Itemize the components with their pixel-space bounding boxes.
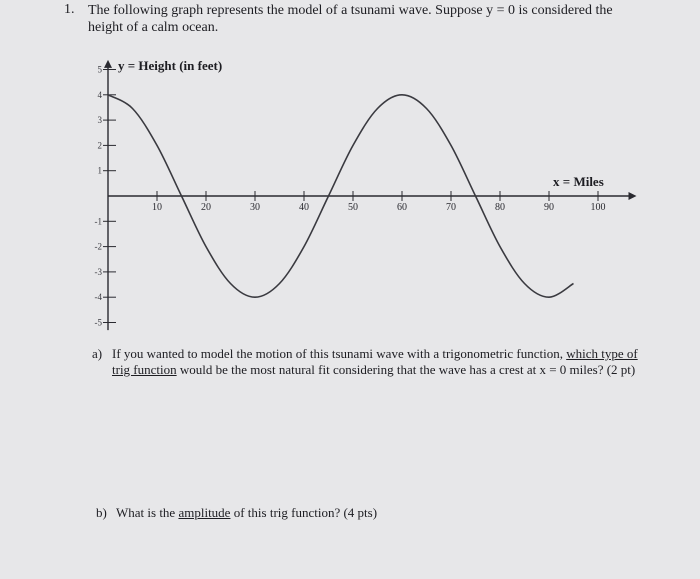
x-tick-label: 10 <box>152 202 162 213</box>
y-tick-label: -3 <box>94 266 102 277</box>
y-tick-label: 4 <box>97 89 102 100</box>
part-a-text-start: If you wanted to model the motion of this tsunami wave with a trigonometric function, <box>112 346 567 361</box>
part-a-label: a) <box>92 346 103 361</box>
x-tick-label: 20 <box>201 202 211 213</box>
question-text: The following graph represents the model of a tsunami wave. Suppose y = 0 is considered the height of a calm ocean. <box>88 3 613 35</box>
y-axis-label: y = Height (in feet) <box>118 57 223 73</box>
x-tick-label: 70 <box>446 202 456 213</box>
y-tick-label: -1 <box>94 216 102 227</box>
x-tick-label: 100 <box>590 202 606 213</box>
part-b-underlined-text: amplitude <box>178 505 231 520</box>
y-tick-label: 2 <box>97 140 102 151</box>
y-tick-label: -2 <box>94 241 102 252</box>
y-tick-label: 5 <box>97 64 102 75</box>
x-tick-label: 60 <box>397 202 407 213</box>
x-tick-label: 80 <box>495 202 505 213</box>
part-a-text-end: would be the most natural fit considering that the wave has a crest at x = 0 miles? (2 pt) <box>176 362 636 377</box>
x-tick-label: 40 <box>299 202 309 213</box>
part-b-question <box>96 505 377 521</box>
x-tick-label: 50 <box>348 202 358 213</box>
x-axis-label: x = Miles <box>553 174 604 189</box>
part-a-underlined-text: which type of trig function <box>112 346 638 377</box>
x-tick-label: 30 <box>250 202 260 213</box>
x-tick-label: 90 <box>544 202 554 213</box>
y-tick-label: 3 <box>97 115 102 126</box>
part-a-text <box>112 346 642 378</box>
part-b-label: b) <box>96 505 107 520</box>
y-axis-arrow-icon <box>104 60 112 68</box>
question-number: 1. <box>64 2 75 17</box>
y-tick-label: 1 <box>97 165 102 176</box>
y-tick-label: -4 <box>94 292 102 303</box>
x-axis-arrow-icon <box>629 192 637 200</box>
y-tick-label: -5 <box>94 317 102 328</box>
part-b-text-end: of this trig function? (4 pts) <box>230 505 378 520</box>
part-b-text-start: What is the <box>116 505 179 520</box>
